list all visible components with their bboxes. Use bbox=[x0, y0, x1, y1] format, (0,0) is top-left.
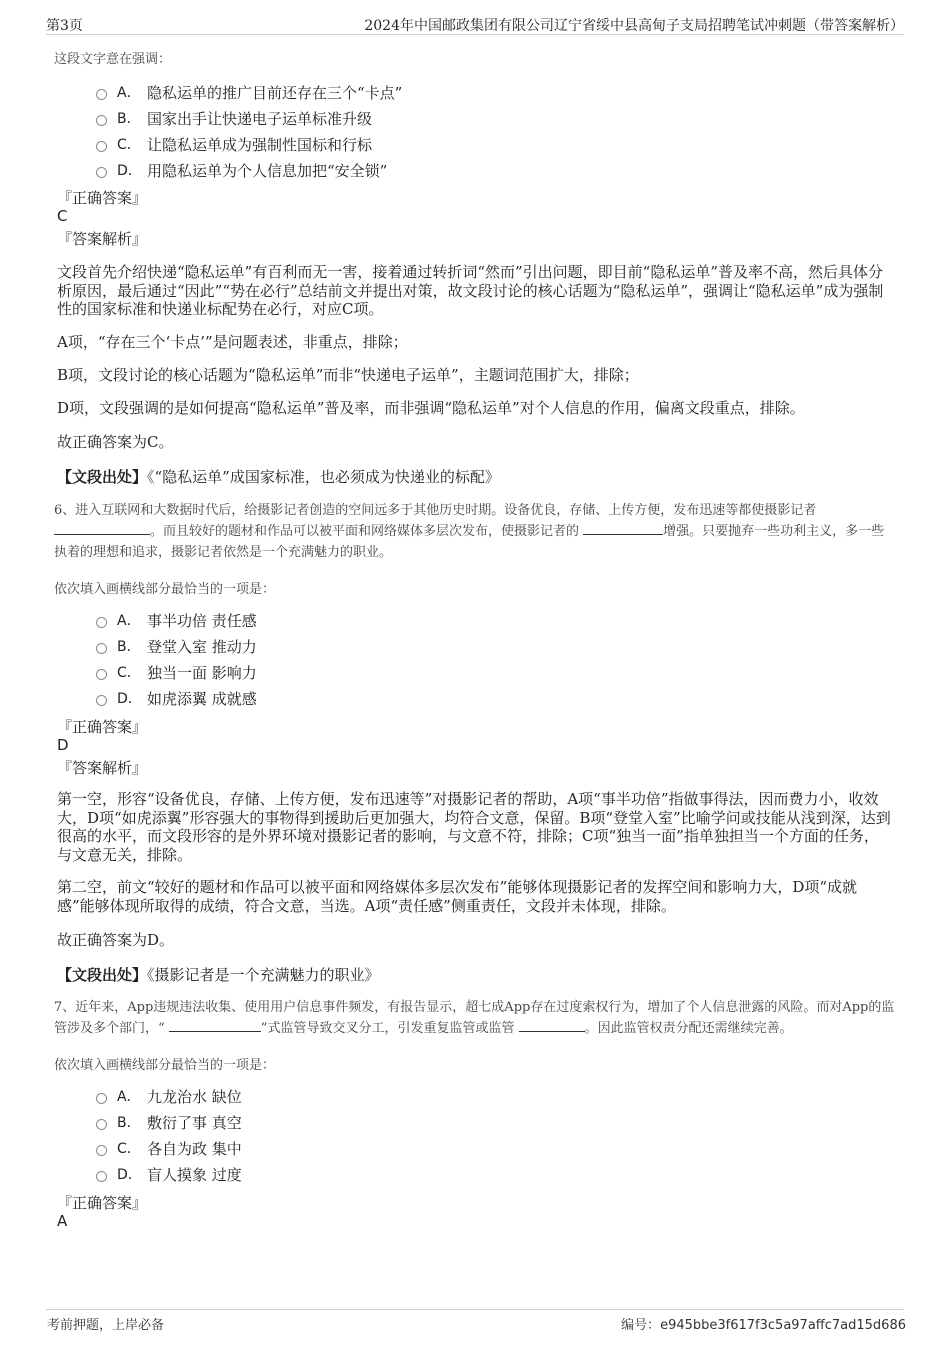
q7-stem: 7、近年来，App违规违法收集、使用用户信息事件频发，有报告显示，超七成App存在过度索权行为，增加了个人信息泄露的风险。而对App的监管涉及多个部门，“ ”式监管导致交叉分工，引发重复监管或监管 。因此监管权责分配还需继续完善。 bbox=[54, 1000, 895, 1036]
q6-option-a[interactable]: A． 事半功倍 责任感 bbox=[96, 609, 257, 631]
q6-analysis-label: 『答案解析』 bbox=[57, 759, 148, 777]
q6-option-b[interactable]: B． 登堂入室 推动力 bbox=[96, 635, 257, 657]
q5-option-c[interactable]: C． 让隐私运单成为强制性国标和行标 bbox=[96, 133, 372, 155]
radio-icon[interactable] bbox=[96, 669, 107, 680]
radio-icon[interactable] bbox=[96, 1171, 107, 1182]
q6-analysis-para-3: 故正确答案为D。 bbox=[57, 931, 175, 949]
radio-icon[interactable] bbox=[96, 1119, 107, 1130]
q6-analysis-para-2: 第二空，前文“较好的题材和作品可以被平面和网络媒体多层次发布”能够体现摄影记者的发挥空间和影响力大，D项“成就感”能够体现所取得的成绩，符合文意，当选。A项“责任感”侧重责任，文段并未体现，排除。 bbox=[57, 878, 858, 915]
q5-source-label: 【文段出处】 bbox=[57, 468, 148, 486]
radio-icon[interactable] bbox=[96, 167, 107, 178]
blank-2 bbox=[519, 1019, 585, 1032]
footer-code-label: 编号： bbox=[621, 1318, 661, 1333]
footer-slogan: 考前押题，上岸必备 bbox=[47, 1318, 165, 1333]
radio-icon[interactable] bbox=[96, 89, 107, 100]
q5-answer-label: 『正确答案』 bbox=[57, 189, 148, 207]
radio-icon[interactable] bbox=[96, 617, 107, 628]
q5-source bbox=[57, 466, 500, 487]
q6-answer-label: 『正确答案』 bbox=[57, 718, 148, 736]
radio-icon[interactable] bbox=[96, 115, 107, 126]
q7-option-d[interactable]: D． 盲人摸象 过度 bbox=[96, 1163, 242, 1185]
q6-stem: 6、进入互联网和大数据时代后，给摄影记者创造的空间远多于其他历史时期。设备优良，存储、上传方便，发布迅速等都使摄影记者 。而且较好的题材和作品可以被平面和网络媒体多层次发布，使摄影记者的 增强。只要抛弃一些功利主义，多一些执着的理想和追求，摄影记者依然是一个充满魅力的职业。 bbox=[54, 503, 885, 560]
footer-divider bbox=[46, 1309, 904, 1310]
q7-option-b[interactable]: B． 敷衍了事 真空 bbox=[96, 1111, 242, 1133]
q6-answer: D bbox=[57, 736, 69, 754]
q6-source-label: 【文段出处】 bbox=[57, 966, 148, 984]
radio-icon[interactable] bbox=[96, 695, 107, 706]
q5-analysis-para-4: D项，文段强调的是如何提高“隐私运单”普及率，而非强调“隐私运单”对个人信息的作用，偏离文段重点，排除。 bbox=[57, 399, 805, 417]
q5-analysis-para-1: 文段首先介绍快递“隐私运单”有百利而无一害，接着通过转折词“然而”引出问题，即目前“隐私运单”普及率不高，然后具体分析原因，最后通过“因此”“势在必行”总结前文并提出对策，故文段讨论的核心话题为“隐私运单”，强调让“隐私运单”成为强制性的国家标准和快递业标配势在必行，对应C项。 bbox=[57, 263, 884, 318]
q5-answer: C bbox=[57, 207, 68, 225]
q5-analysis-label: 『答案解析』 bbox=[57, 230, 148, 248]
q7-option-c[interactable]: C． 各自为政 集中 bbox=[96, 1137, 242, 1159]
radio-icon[interactable] bbox=[96, 1145, 107, 1156]
page-number: 第3页 bbox=[46, 18, 83, 34]
q6-analysis-para-1: 第一空，形容“设备优良，存储、上传方便，发布迅速等”对摄影记者的帮助，A项“事半功倍”指做事得法，因而费力小，收效大，D项“如虎添翼”形容强大的事物得到援助后更加强大，均符合文意，保留。B项“登堂入室”比喻学问或技能从浅到深，达到很高的水平，而文段形容的是外界环境对摄影记者的影响，与文意不符，排除；C项“独当一面”指单独担当一个方面的任务，与文意无关，排除。 bbox=[57, 790, 891, 864]
q7-prompt: 依次填入画横线部分最恰当的一项是： bbox=[54, 1058, 276, 1073]
radio-icon[interactable] bbox=[96, 1093, 107, 1104]
blank-1 bbox=[169, 1019, 261, 1032]
q5-source-title: 《“隐私运单”成国家标准，也必须成为快递业的标配》 bbox=[147, 468, 500, 486]
q5-analysis-para-5: 故正确答案为C。 bbox=[57, 433, 174, 451]
q6-option-d[interactable]: D． 如虎添翼 成就感 bbox=[96, 687, 257, 709]
q6-source-title: 《摄影记者是一个充满魅力的职业》 bbox=[147, 966, 380, 984]
q6-source bbox=[57, 964, 380, 985]
radio-icon[interactable] bbox=[96, 141, 107, 152]
q5-prompt: 这段文字意在强调： bbox=[54, 52, 172, 67]
blank-2 bbox=[583, 522, 663, 535]
q7-answer: A bbox=[57, 1212, 68, 1230]
q5-option-b[interactable]: B． 国家出手让快递电子运单标准升级 bbox=[96, 107, 372, 129]
q7-answer-label: 『正确答案』 bbox=[57, 1194, 148, 1212]
q5-option-d[interactable]: D． 用隐私运单为个人信息加把“安全锁” bbox=[96, 159, 387, 181]
q5-option-a[interactable]: A． 隐私运单的推广目前还存在三个“卡点” bbox=[96, 81, 402, 103]
document-code: e945bbe3f617f3c5a97affc7ad15d686 bbox=[660, 1318, 906, 1333]
page-header bbox=[46, 14, 904, 35]
radio-icon[interactable] bbox=[96, 643, 107, 654]
footer-code bbox=[621, 1314, 906, 1333]
blank-1 bbox=[54, 522, 150, 535]
document-title: 2024年中国邮政集团有限公司辽宁省绥中县高甸子支局招聘笔试冲刺题（带答案解析） bbox=[364, 18, 904, 34]
q5-analysis-para-3: B项，文段讨论的核心话题为“隐私运单”而非“快递电子运单”，主题词范围扩大，排除； bbox=[57, 366, 639, 384]
q7-option-a[interactable]: A． 九龙治水 缺位 bbox=[96, 1085, 242, 1107]
q5-analysis-para-2: A项，“存在三个‘卡点’”是问题表述，非重点，排除； bbox=[57, 333, 408, 351]
q6-option-c[interactable]: C． 独当一面 影响力 bbox=[96, 661, 257, 683]
q6-prompt: 依次填入画横线部分最恰当的一项是： bbox=[54, 582, 276, 597]
